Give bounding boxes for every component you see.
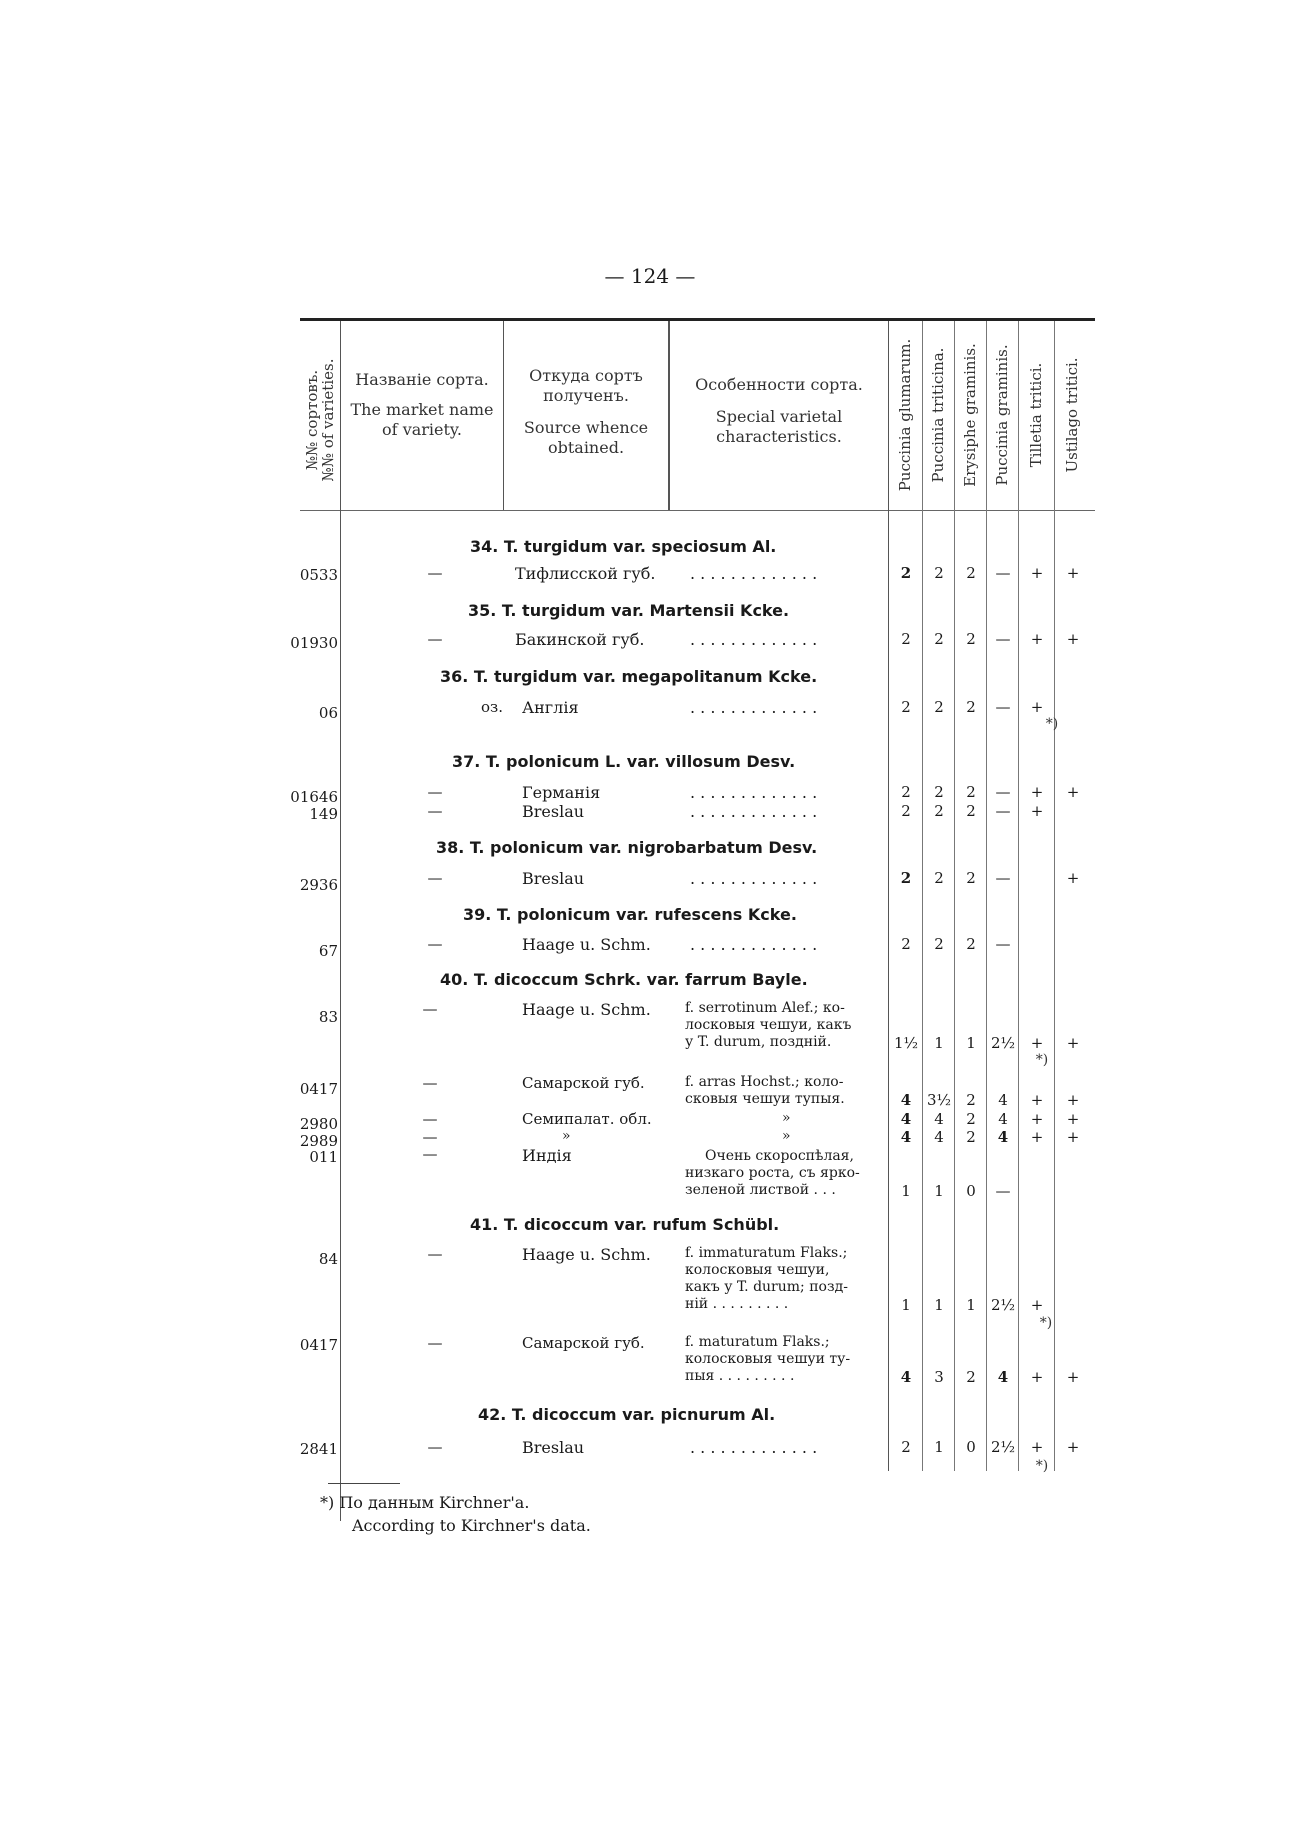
row-number: 2936 bbox=[299, 876, 338, 894]
value-puccinia-graminis: — bbox=[995, 935, 1011, 953]
value-puccinia-triticina: 1 bbox=[934, 1182, 944, 1200]
row-name: — bbox=[427, 783, 443, 801]
value-puccinia-triticina: 2 bbox=[934, 698, 944, 716]
row-name: — bbox=[427, 802, 443, 820]
value-erysiphe-graminis: 2 bbox=[966, 869, 976, 887]
value-ustilago-tritici: + bbox=[1066, 1438, 1080, 1456]
value-erysiphe-graminis: 2 bbox=[966, 564, 976, 582]
header-char-en1: Special varietal bbox=[715, 407, 843, 426]
value-erysiphe-graminis: 2 bbox=[966, 1368, 976, 1386]
footnote-ru: *) По данным Kirchner'a. bbox=[320, 1493, 530, 1512]
header-char-en2: characteristics. bbox=[716, 427, 842, 446]
row-name: — bbox=[427, 1438, 443, 1456]
value-puccinia-glumarum: 2 bbox=[901, 783, 911, 801]
value-puccinia-triticina: 4 bbox=[934, 1110, 944, 1128]
value-puccinia-triticina: 2 bbox=[934, 564, 944, 582]
value-puccinia-triticina: 1 bbox=[934, 1034, 944, 1052]
row-number: 84 bbox=[318, 1250, 338, 1268]
row-characteristics: сковыя чешуи тупыя. bbox=[685, 1091, 845, 1107]
row-name: — bbox=[427, 1245, 443, 1263]
row-number: 67 bbox=[318, 942, 338, 960]
value-puccinia-glumarum: 2 bbox=[901, 802, 911, 820]
row-source: Семипалат. обл. bbox=[522, 1110, 652, 1128]
row-characteristics: . . . . . . . . . . . . . bbox=[690, 783, 818, 802]
row-source: Breslau bbox=[522, 1438, 585, 1457]
row-name: — bbox=[427, 1334, 443, 1352]
row-characteristics: f. arras Hochst.; коло- bbox=[685, 1074, 844, 1090]
value-erysiphe-graminis: 2 bbox=[966, 802, 976, 820]
value-puccinia-graminis: — bbox=[995, 802, 1011, 820]
row-characteristics: . . . . . . . . . . . . . bbox=[690, 564, 818, 583]
row-number: 149 bbox=[309, 805, 338, 823]
value-puccinia-glumarum: 1 bbox=[901, 1296, 911, 1314]
value-tilletia-tritici: + bbox=[1030, 1034, 1044, 1052]
row-name: — bbox=[422, 1128, 438, 1146]
row-source: Haage u. Schm. bbox=[522, 935, 651, 954]
row-name: — bbox=[427, 935, 443, 953]
value-puccinia-glumarum: 4 bbox=[900, 1091, 912, 1109]
header-source-en1: Source whence bbox=[523, 418, 649, 437]
row-characteristics: низкаго роста, съ ярко- bbox=[685, 1165, 860, 1181]
value-puccinia-glumarum: 2 bbox=[900, 869, 912, 887]
value-puccinia-triticina: 3 bbox=[934, 1368, 944, 1386]
row-characteristics: f. serrotinum Alef.; ко- bbox=[685, 1000, 845, 1016]
header-name-en1: The market name bbox=[350, 400, 494, 419]
footnote-marker: *) bbox=[1039, 1315, 1053, 1331]
value-erysiphe-graminis: 2 bbox=[966, 783, 976, 801]
row-name: — bbox=[422, 1145, 438, 1163]
header-name-ru: Названіе сорта. bbox=[355, 370, 489, 389]
value-puccinia-glumarum: 2 bbox=[901, 935, 911, 953]
col-sep-no bbox=[340, 321, 341, 1521]
header-ustilago-tritici: Ustilago tritici. bbox=[1063, 357, 1081, 473]
footnote-marker: *) bbox=[1035, 1052, 1049, 1068]
value-ustilago-tritici: + bbox=[1066, 1128, 1080, 1146]
row-characteristics: Очень скороспѣлая, bbox=[705, 1148, 854, 1164]
value-tilletia-tritici: + bbox=[1030, 783, 1044, 801]
row-characteristics: пыя . . . . . . . . . bbox=[685, 1368, 795, 1384]
value-puccinia-graminis: — bbox=[995, 698, 1011, 716]
row-characteristics: » bbox=[782, 1110, 791, 1126]
value-puccinia-glumarum: 4 bbox=[900, 1128, 912, 1146]
row-source: Индія bbox=[522, 1146, 572, 1165]
value-puccinia-graminis: 2½ bbox=[990, 1034, 1016, 1052]
header-source bbox=[505, 366, 667, 458]
value-tilletia-tritici: + bbox=[1030, 1110, 1044, 1128]
value-tilletia-tritici: + bbox=[1030, 802, 1044, 820]
value-puccinia-glumarum: 1 bbox=[901, 1182, 911, 1200]
col-sep-char bbox=[888, 321, 889, 1471]
row-source: Haage u. Schm. bbox=[522, 1245, 651, 1264]
row-name: — bbox=[422, 1000, 438, 1018]
value-tilletia-tritici: + bbox=[1030, 1091, 1044, 1109]
row-characteristics: лосковыя чешуи, какъ bbox=[685, 1017, 852, 1033]
row-characteristics: . . . . . . . . . . . . . bbox=[690, 802, 818, 821]
value-tilletia-tritici: + bbox=[1030, 1438, 1044, 1456]
value-erysiphe-graminis: 2 bbox=[966, 1128, 976, 1146]
value-puccinia-graminis: 2½ bbox=[990, 1296, 1016, 1314]
value-puccinia-glumarum: 4 bbox=[900, 1110, 912, 1128]
col-sep-name bbox=[503, 321, 504, 510]
row-characteristics: у T. durum, поздній. bbox=[685, 1034, 832, 1050]
row-characteristics: . . . . . . . . . . . . . bbox=[690, 630, 818, 649]
row-characteristics: f. maturatum Flaks.; bbox=[685, 1334, 830, 1350]
row-characteristics: колосковыя чешуи, bbox=[685, 1262, 830, 1278]
col-sep-d5 bbox=[1054, 321, 1055, 1471]
value-puccinia-graminis: 4 bbox=[998, 1110, 1008, 1128]
value-tilletia-tritici: + bbox=[1030, 1368, 1044, 1386]
value-puccinia-glumarum: 2 bbox=[901, 630, 911, 648]
variety-title: 42. T. dicoccum var. picnurum Al. bbox=[478, 1405, 776, 1424]
header-name bbox=[342, 370, 502, 440]
value-tilletia-tritici: + bbox=[1030, 698, 1044, 716]
variety-title: 38. T. polonicum var. nigrobarbatum Desv. bbox=[436, 838, 818, 857]
header-source-ru1: Откуда сортъ bbox=[529, 366, 643, 385]
row-characteristics: . . . . . . . . . . . . . bbox=[690, 869, 818, 888]
row-number: 01646 bbox=[290, 788, 338, 806]
header-bottom-rule bbox=[300, 510, 1095, 511]
header-puccinia-graminis: Puccinia graminis. bbox=[993, 344, 1011, 486]
value-puccinia-glumarum: 4 bbox=[900, 1368, 912, 1386]
value-puccinia-triticina: 1 bbox=[934, 1296, 944, 1314]
value-puccinia-triticina: 2 bbox=[934, 869, 944, 887]
variety-title: 35. T. turgidum var. Martensii Kcke. bbox=[468, 601, 790, 620]
header-char-ru: Особенности сорта. bbox=[695, 375, 863, 394]
value-tilletia-tritici: + bbox=[1030, 1128, 1044, 1146]
row-source: Англія bbox=[522, 698, 579, 717]
row-characteristics: . . . . . . . . . . . . . bbox=[690, 698, 818, 717]
row-characteristics: . . . . . . . . . . . . . bbox=[690, 935, 818, 954]
header-erysiphe-graminis: Erysiphe graminis. bbox=[961, 343, 979, 487]
row-source: Breslau bbox=[522, 802, 585, 821]
row-source: Тифлисской губ. bbox=[515, 564, 656, 583]
value-tilletia-tritici: + bbox=[1030, 630, 1044, 648]
header-puccinia-triticina: Puccinia triticina. bbox=[929, 347, 947, 483]
row-characteristics: » bbox=[782, 1128, 791, 1144]
value-erysiphe-graminis: 2 bbox=[966, 698, 976, 716]
row-number: 2841 bbox=[299, 1440, 338, 1458]
row-number: 0417 bbox=[299, 1080, 338, 1098]
row-source: Haage u. Schm. bbox=[522, 1000, 651, 1019]
value-puccinia-triticina: 2 bbox=[934, 802, 944, 820]
row-characteristics: f. immaturatum Flaks.; bbox=[685, 1245, 848, 1261]
row-characteristics: ній . . . . . . . . . bbox=[685, 1296, 789, 1312]
variety-title: 40. T. dicoccum Schrk. var. farrum Bayle. bbox=[440, 970, 808, 989]
row-source: Самарской губ. bbox=[522, 1334, 645, 1352]
value-puccinia-glumarum: 2 bbox=[900, 564, 912, 582]
value-puccinia-graminis: — bbox=[995, 630, 1011, 648]
value-puccinia-graminis: 4 bbox=[997, 1128, 1009, 1146]
value-tilletia-tritici: + bbox=[1030, 564, 1044, 582]
row-name: — bbox=[427, 564, 443, 582]
row-number: 83 bbox=[318, 1008, 338, 1026]
value-ustilago-tritici: + bbox=[1066, 1091, 1080, 1109]
value-puccinia-glumarum: 2 bbox=[901, 1438, 911, 1456]
row-name: — bbox=[427, 630, 443, 648]
value-erysiphe-graminis: 0 bbox=[966, 1438, 976, 1456]
row-characteristics: колосковыя чешуи ту- bbox=[685, 1351, 851, 1367]
value-erysiphe-graminis: 2 bbox=[966, 935, 976, 953]
header-tilletia-tritici: Tilletia tritici. bbox=[1027, 362, 1045, 468]
row-number: 0417 bbox=[299, 1336, 338, 1354]
top-rule bbox=[300, 318, 1095, 321]
value-puccinia-glumarum: 1½ bbox=[893, 1034, 919, 1052]
row-source: Бакинской губ. bbox=[515, 630, 645, 649]
row-name: — bbox=[422, 1074, 438, 1092]
row-characteristics: какъ у T. durum; позд- bbox=[685, 1279, 848, 1295]
value-erysiphe-graminis: 2 bbox=[966, 630, 976, 648]
value-puccinia-graminis: 4 bbox=[998, 1091, 1008, 1109]
value-ustilago-tritici: + bbox=[1066, 630, 1080, 648]
value-puccinia-graminis: 4 bbox=[997, 1368, 1009, 1386]
header-no-ru: №№ сортовъ. bbox=[303, 369, 321, 471]
value-erysiphe-graminis: 1 bbox=[966, 1034, 976, 1052]
value-puccinia-graminis: — bbox=[995, 783, 1011, 801]
value-ustilago-tritici: + bbox=[1066, 564, 1080, 582]
variety-title: 37. T. polonicum L. var. villosum Desv. bbox=[452, 752, 796, 771]
value-puccinia-triticina: 2 bbox=[934, 935, 944, 953]
value-puccinia-graminis: — bbox=[995, 564, 1011, 582]
row-number: 2989 bbox=[299, 1132, 338, 1150]
variety-title: 36. T. turgidum var. megapolitanum Kcke. bbox=[440, 667, 818, 686]
header-name-en2: of variety. bbox=[382, 420, 462, 439]
value-ustilago-tritici: + bbox=[1066, 1034, 1080, 1052]
row-source: Германія bbox=[522, 783, 601, 802]
value-tilletia-tritici: + bbox=[1030, 1296, 1044, 1314]
variety-title: 34. T. turgidum var. speciosum Al. bbox=[470, 537, 777, 556]
row-name: — bbox=[422, 1110, 438, 1128]
row-number: 06 bbox=[318, 704, 338, 722]
variety-title: 39. T. polonicum var. rufescens Kcke. bbox=[463, 905, 797, 924]
value-puccinia-graminis: — bbox=[995, 869, 1011, 887]
footnote-marker: *) bbox=[1045, 716, 1059, 732]
value-erysiphe-graminis: 2 bbox=[966, 1110, 976, 1128]
footnote-rule bbox=[328, 1483, 400, 1484]
value-puccinia-triticina: 1 bbox=[934, 1438, 944, 1456]
row-source: Breslau bbox=[522, 869, 585, 888]
row-number: 011 bbox=[309, 1148, 338, 1166]
row-number: 0533 bbox=[299, 566, 338, 584]
row-number: 2980 bbox=[299, 1115, 338, 1133]
row-source: » bbox=[562, 1128, 571, 1144]
value-ustilago-tritici: + bbox=[1066, 783, 1080, 801]
value-erysiphe-graminis: 0 bbox=[966, 1182, 976, 1200]
row-name: — bbox=[427, 869, 443, 887]
value-ustilago-tritici: + bbox=[1066, 1110, 1080, 1128]
variety-title: 41. T. dicoccum var. rufum Schübl. bbox=[470, 1215, 780, 1234]
value-erysiphe-graminis: 2 bbox=[966, 1091, 976, 1109]
row-characteristics: . . . . . . . . . . . . . bbox=[690, 1438, 818, 1457]
value-ustilago-tritici: + bbox=[1066, 1368, 1080, 1386]
header-source-en2: obtained. bbox=[547, 438, 625, 457]
header-no bbox=[302, 335, 338, 505]
header-source-ru2: полученъ. bbox=[543, 386, 629, 405]
value-puccinia-triticina: 2 bbox=[934, 630, 944, 648]
row-source: Самарской губ. bbox=[522, 1074, 645, 1092]
value-puccinia-triticina: 3½ bbox=[926, 1091, 952, 1109]
row-name: оз. bbox=[481, 698, 503, 716]
page-number: — 124 — bbox=[604, 264, 696, 288]
value-puccinia-glumarum: 2 bbox=[901, 698, 911, 716]
value-puccinia-graminis: — bbox=[995, 1182, 1011, 1200]
header-puccinia-glumarum: Puccinia glumarum. bbox=[896, 338, 914, 492]
header-characteristics bbox=[670, 375, 888, 447]
row-number: 01930 bbox=[290, 634, 338, 652]
value-erysiphe-graminis: 1 bbox=[966, 1296, 976, 1314]
row-characteristics: зеленой листвой . . . bbox=[685, 1182, 836, 1198]
footnote-en: According to Kirchner's data. bbox=[352, 1516, 591, 1535]
header-no-en: №№ of varieties. bbox=[319, 358, 337, 482]
footnote-marker: *) bbox=[1035, 1458, 1049, 1474]
value-puccinia-graminis: 2½ bbox=[990, 1438, 1016, 1456]
value-puccinia-triticina: 4 bbox=[934, 1128, 944, 1146]
value-puccinia-triticina: 2 bbox=[934, 783, 944, 801]
value-ustilago-tritici: + bbox=[1066, 869, 1080, 887]
